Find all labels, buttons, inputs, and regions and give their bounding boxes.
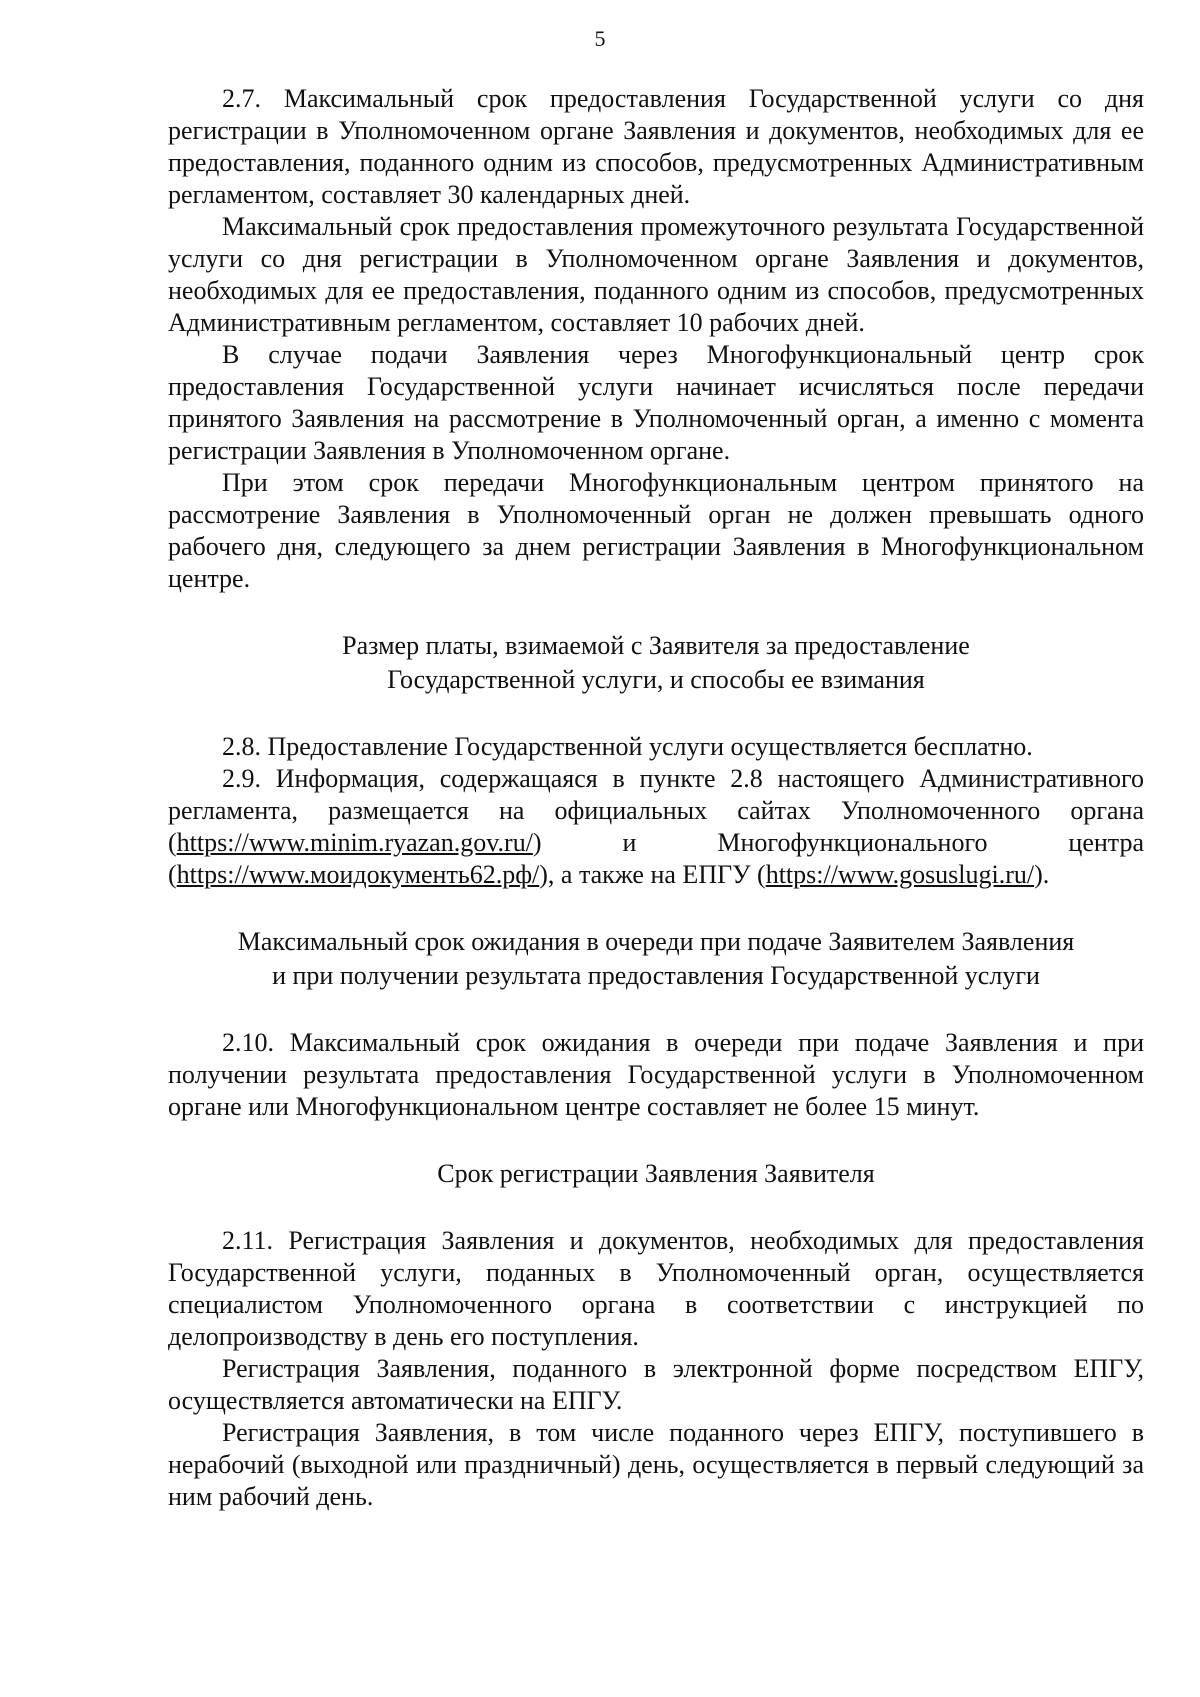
- heading-fee-line-2: Государственной услуги, и способы ее взимания: [387, 665, 925, 694]
- heading-registration: [168, 1157, 1144, 1191]
- paragraph-2-10: 2.10. Максимальный срок ожидания в очереди при подаче Заявления и при получении результата предоставления Государственной услуги в Уполномоченном органе или Многофункциональном центре составляет не более 15 минут.: [168, 1028, 1144, 1121]
- paragraph-2-7-intermediate-term: Максимальный срок предоставления промежуточного результата Государственной услуги со дня регистрации в Уполномоченном органе Заявления и документов, необходимых для ее предоставления, поданного одним из способов, предусмотренных Административным регламентом, составляет 10 рабочих дней.: [168, 212, 1144, 337]
- heading-queue: [168, 925, 1144, 993]
- link-mfc-site[interactable]: https://www.моидокументь62.рф/: [176, 860, 540, 889]
- paragraph-2-9-suffix: ).: [1034, 860, 1050, 889]
- paragraph-2-9: [168, 763, 1144, 891]
- paragraph-2-7-mfc-transfer: При этом срок передачи Многофункциональным центром принятого на рассмотрение Заявления в Уполномоченный орган не должен превышать одного рабочего дня, следующего за днем регистрации Заявления в Многофункциональном центре.: [168, 468, 1144, 593]
- paragraph-2-9-mid-1: ) и Многофункционального центра (: [168, 828, 1144, 889]
- document-body: [168, 83, 1144, 1513]
- link-gosuslugi-site[interactable]: https://www.gosuslugi.ru/: [765, 860, 1035, 889]
- paragraph-2-9-prefix: 2.9. Информация, содержащаяся в пункте 2.8 настоящего Административного регламента, размещается на официальных сайтах Уполномоченного органа (: [168, 764, 1144, 857]
- paragraph-2-8: 2.8. Предоставление Государственной услуги осуществляется бесплатно.: [222, 732, 1033, 761]
- heading-fee: [168, 629, 1144, 697]
- paragraph-2-7: 2.7. Максимальный срок предоставления Государственной услуги со дня регистрации в Уполномоченном органе Заявления и документов, необходимых для ее предоставления, поданного одним из способов, предусмотренных Административным регламентом, составляет 30 календарных дней.: [168, 84, 1144, 209]
- paragraph-2-11: 2.11. Регистрация Заявления и документов, необходимых для предоставления Государственной услуги, поданных в Уполномоченный орган, осуществляется специалистом Уполномоченного органа в соответствии с инструкцией по делопроизводству в день его поступления.: [168, 1226, 1144, 1351]
- page-number: 5: [594, 26, 606, 51]
- paragraph-2-11-electronic: Регистрация Заявления, поданного в электронной форме посредством ЕПГУ, осуществляется автоматически на ЕПГУ.: [168, 1354, 1144, 1415]
- paragraph-2-11-non-working-day: Регистрация Заявления, в том числе поданного через ЕПГУ, поступившего в нерабочий (выходной или праздничный) день, осуществляется в первый следующий за ним рабочий день.: [168, 1418, 1144, 1511]
- paragraph-2-9-mid-2: ), а также на ЕПГУ (: [539, 860, 766, 889]
- heading-registration-line-1: Срок регистрации Заявления Заявителя: [437, 1159, 875, 1188]
- link-ministry-site[interactable]: https://www.minim.ryazan.gov.ru/: [176, 828, 533, 857]
- paragraph-2-7-mfc-submission: В случае подачи Заявления через Многофункциональный центр срок предоставления Государственной услуги начинает исчисляться после передачи принятого Заявления на рассмотрение в Уполномоченный орган, а именно с момента регистрации Заявления в Уполномоченном органе.: [168, 340, 1144, 465]
- heading-queue-line-1: Максимальный срок ожидания в очереди при подаче Заявителем Заявления: [237, 927, 1075, 956]
- heading-queue-line-2: и при получении результата предоставления Государственной услуги: [272, 961, 1040, 990]
- heading-fee-line-1: Размер платы, взимаемой с Заявителя за предоставление: [342, 631, 970, 660]
